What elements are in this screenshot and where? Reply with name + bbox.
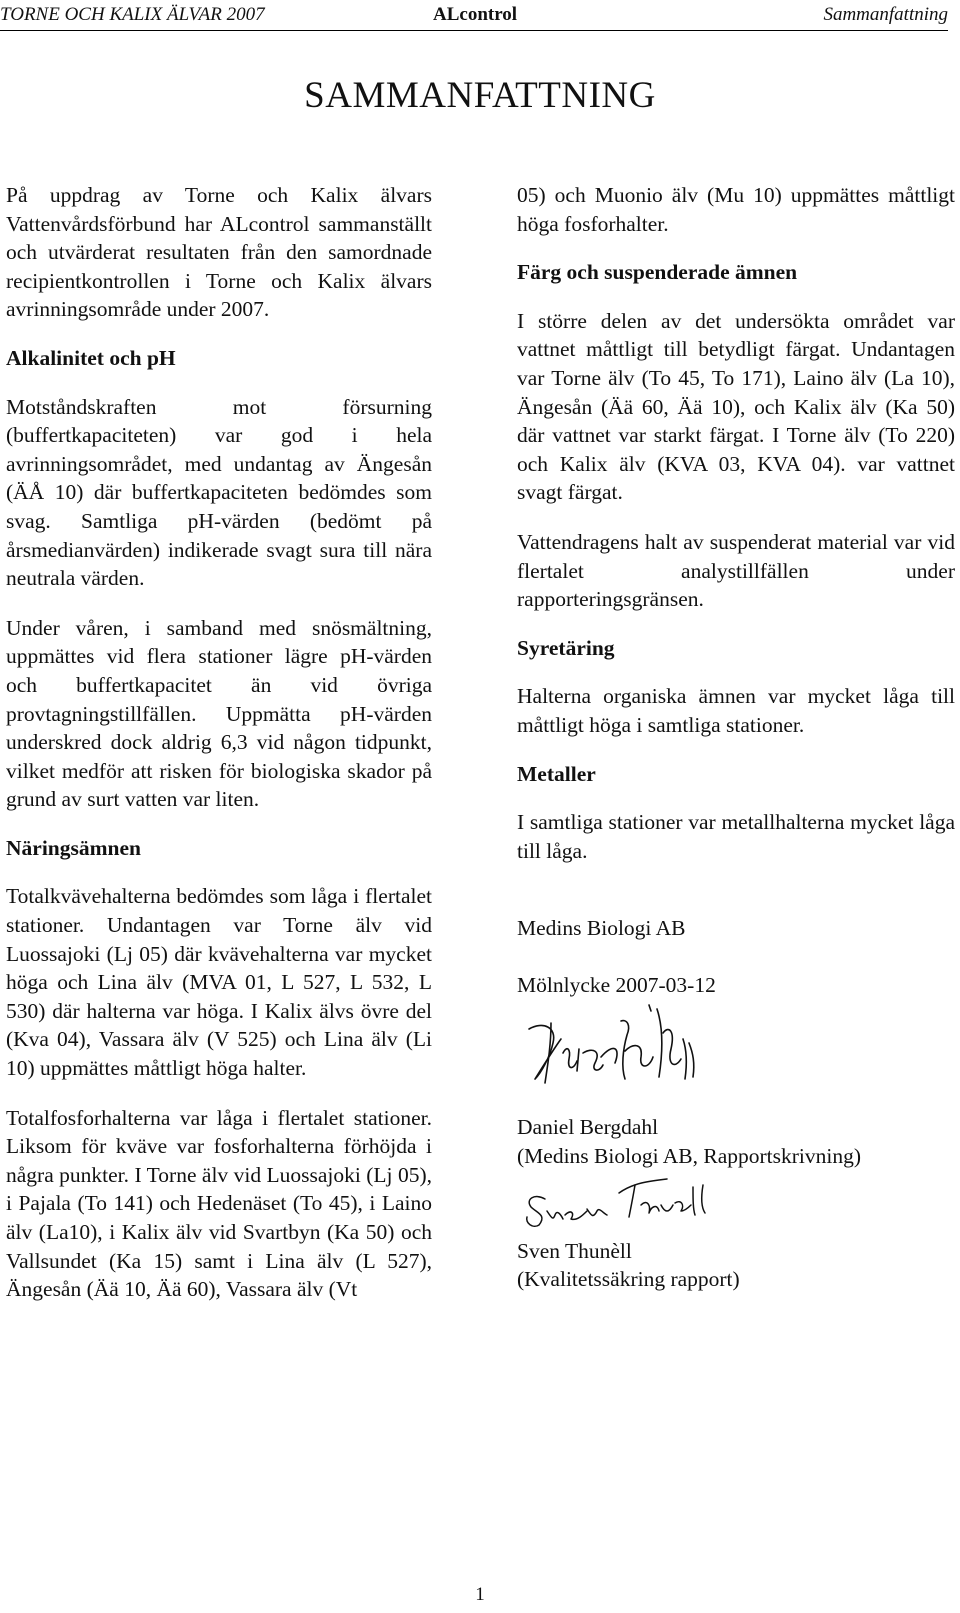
nutrients-paragraph-1: Totalkvävehalterna bedömdes som låga i flertalet stationer. Undantagen var Torne älv vid Luossajoki (Lj 05) där kvävehalterna var mycket höga och Lina älv (MVA 01, L 527, L 532, L 530) där halterna var höga. I Kalix älvs övre del (Kva 04), Vassara älv (V 525) och Lina älv (Li 10) uppmättes måttligt höga halter. [6,884,432,1081]
running-header [0,4,948,31]
signer2-name: Sven Thunèll [517,1238,632,1263]
signature-daniel-bergdahl [517,999,717,1099]
page-number: 1 [475,1584,485,1605]
signature-sven-thunell [517,1171,717,1231]
intro-paragraph: På uppdrag av Torne och Kalix älvars Vattenvårdsförbund har ALcontrol sammanställt och utvärderat resultaten från den samordnade recipientkontrollen i Torne och Kalix älvars avrinningsområde under 2007. [6,183,432,322]
company-name: Medins Biologi AB [517,916,686,941]
signer1-name: Daniel Bergdahl [517,1115,659,1140]
alkalinity-paragraph-1: Motståndskraften mot försurning (buffertkapaciteten) var god i hela avrinningsområdet, med undantag av Ängesån (ÄÅ 10) där buffertkapaciteten bedömdes som svag. Samtliga pH-värden (bedömt på årsmedianvärden) indikerade svagt sura till nära neutrala värden. [6,394,432,591]
signer1-role: (Medins Biologi AB, Rapportskrivning) [517,1144,861,1169]
color-paragraph-2: Vattendragens halt av suspenderat material var vid flertalet analystillfällen under rapporteringsgränsen. [517,529,955,612]
header-left-title: TORNE OCH KALIX ÄLVAR 2007 [0,4,265,25]
page-title: SAMMANFATTNING [304,75,656,116]
header-company: ALcontrol [433,4,518,25]
metals-heading: Metaller [517,761,596,786]
right-column [517,181,955,1294]
header-section: Sammanfattning [823,4,948,25]
color-paragraph-1: I större delen av det undersökta området var vattnet måttligt till betydligt färgat. Undantagen var Torne älv (To 45, To 171), Laino älv (La 10), Ängesån (Ää 60, Ää 10), och Kalix älv (Ka 50) där vattnet var starkt färgat. I Torne älv (To 220) och Kalix älv (KVA 03, KVA 04). var vattnet svagt färgat. [517,308,955,505]
color-heading: Färg och suspenderade ämnen [517,260,798,285]
place-date: Mölnlycke 2007-03-12 [517,972,716,997]
signer2-role: (Kvalitetssäkring rapport) [517,1267,740,1292]
continuation-paragraph: 05) och Muonio älv (Mu 10) uppmättes måttligt höga fosforhalter. [517,183,955,236]
nutrients-paragraph-2: Totalfosforhalterna var låga i flertalet stationer. Liksom för kväve var fosforhalterna förhöjda i några punkter. I Torne älv vid Luossajoki (Lj 05), i Pajala (To 141) och Hedenäset (To 45), i Laino älv (La10), i Kalix älv vid Svartbyn (Ka 50) och Vallsundet (Ka 15) samt i Lina älv (L 527), Ängesån (Ää 10, Ää 60), Vassara älv (Vt [6,1105,432,1302]
alkalinity-paragraph-2: Under våren, i samband med snösmältning, uppmättes vid flera stationer lägre pH-värden och buffertkapacitet än vid övriga provtagningstillfällen. Uppmätta pH-värden underskred dock aldrig 6,3 vid någon tidpunkt, vilket medför att risken för biologiska skador på grund av surt vatten var liten. [6,615,432,812]
left-column [6,181,432,1304]
alkalinity-heading: Alkalinitet och pH [6,345,176,370]
metals-paragraph: I samtliga stationer var metallhalterna mycket låga till låga. [517,810,955,863]
oxygen-heading: Syretäring [517,635,615,660]
oxygen-paragraph: Halterna organiska ämnen var mycket låga till måttligt höga i samtliga stationer. [517,684,955,737]
nutrients-heading: Näringsämnen [6,835,141,860]
